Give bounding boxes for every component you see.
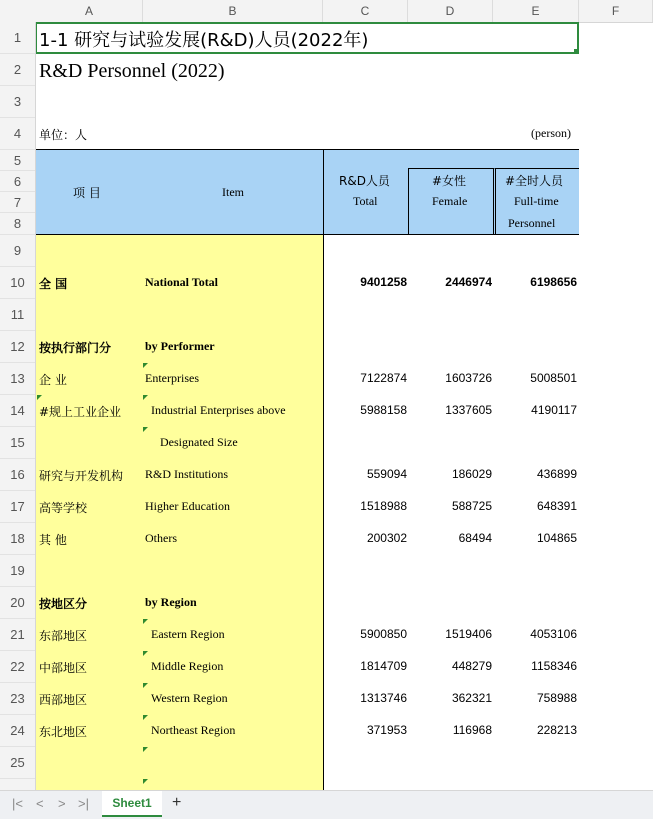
row-middle-en: Middle Region (151, 659, 224, 673)
row-industrial-fulltime: 4190117 (531, 403, 577, 417)
row-northeast-en: Northeast Region (151, 723, 236, 737)
row-header[interactable]: 8 (0, 213, 35, 235)
row-middle-cn: 中部地区 (39, 661, 88, 675)
header-fulltime-en: Full-time (514, 194, 559, 208)
row-western-total: 1313746 (360, 691, 407, 705)
row-higher-ed-cn: 高等学校 (39, 501, 88, 515)
row-enterprises-en: Enterprises (145, 371, 199, 385)
row-western-cn: 西部地区 (39, 693, 88, 707)
row-national-en: National Total (145, 275, 219, 289)
error-indicator (143, 779, 148, 784)
section-performer-en: by Performer (145, 339, 215, 353)
row-industrial-cn: #规上工业企业 (39, 405, 122, 419)
header-fulltime-cn: #全时人员 (505, 174, 564, 188)
row-industrial-en-cont: Designated Size (160, 435, 238, 449)
row-header[interactable]: 20 (0, 587, 35, 619)
row-header[interactable]: 23 (0, 683, 35, 715)
row-national-cn: 全 国 (39, 277, 68, 291)
row-higher-ed-total: 1518988 (360, 499, 407, 513)
row-western-fulltime: 758988 (536, 691, 577, 705)
row-industrial-female: 1337605 (445, 403, 492, 417)
row-header[interactable]: 11 (0, 299, 35, 331)
header-bottom-border (36, 234, 579, 235)
row-others-total: 200302 (366, 531, 407, 545)
column-header-D[interactable]: D (408, 0, 493, 22)
row-header[interactable]: 18 (0, 523, 35, 555)
row-institutions-fulltime: 436899 (536, 467, 577, 481)
header-total-cn: R&D人员 (339, 174, 390, 188)
row-higher-ed-fulltime: 648391 (536, 499, 577, 513)
row-header[interactable]: 25 (0, 747, 35, 779)
title-chinese: 1-1 研究与试验发展(R&D)人员(2022年) (39, 30, 369, 51)
unit-english: (person) (531, 126, 571, 140)
error-indicator (143, 747, 148, 752)
row-header[interactable]: 10 (0, 267, 35, 299)
row-higher-ed-female: 588725 (451, 499, 492, 513)
row-eastern-cn: 东部地区 (39, 629, 88, 643)
header-top-border (36, 149, 579, 150)
row-others-female: 68494 (458, 531, 492, 545)
column-header-E[interactable]: E (493, 0, 579, 22)
column-header-B[interactable]: B (143, 0, 323, 22)
row-eastern-en: Eastern Region (151, 627, 225, 641)
error-indicator (143, 683, 148, 688)
column-header-A[interactable]: A (36, 0, 143, 22)
row-header[interactable]: 2 (0, 54, 35, 86)
row-header[interactable]: 17 (0, 491, 35, 523)
row-northeast-cn: 东北地区 (39, 725, 88, 739)
row-eastern-total: 5900850 (360, 627, 407, 641)
row-national-total: 9401258 (360, 275, 407, 289)
row-higher-ed-en: Higher Education (145, 499, 230, 513)
header-fulltime-en2: Personnel (508, 216, 556, 230)
row-enterprises-female: 1603726 (445, 371, 492, 385)
row-header[interactable]: 21 (0, 619, 35, 651)
unit-chinese: 单位：人 (39, 128, 88, 142)
sheet-tab-bar (0, 790, 653, 819)
row-others-en: Others (145, 531, 177, 545)
row-enterprises-total: 7122874 (360, 371, 407, 385)
row-header[interactable]: 14 (0, 395, 35, 427)
row-national-female: 2446974 (445, 275, 492, 289)
prev-sheet-icon[interactable]: < (36, 796, 44, 811)
row-header[interactable]: 7 (0, 192, 35, 213)
row-header[interactable]: 9 (0, 235, 35, 267)
row-header-bar (0, 22, 36, 790)
column-header-F[interactable]: F (579, 0, 653, 22)
row-northeast-female: 116968 (452, 723, 492, 737)
first-sheet-icon[interactable]: |< (12, 796, 23, 811)
next-sheet-icon[interactable]: > (58, 796, 66, 811)
add-sheet-icon[interactable]: + (172, 794, 182, 811)
select-all-corner[interactable] (0, 0, 35, 22)
row-header[interactable]: 4 (0, 118, 35, 150)
header-total-en: Total (353, 194, 378, 208)
row-header[interactable]: 15 (0, 427, 35, 459)
row-institutions-total: 559094 (366, 467, 407, 481)
row-industrial-en: Industrial Enterprises above (151, 403, 286, 417)
header-female-en: Female (432, 194, 468, 208)
header-female-cn: #女性 (432, 174, 467, 188)
row-others-cn: 其 他 (39, 533, 67, 547)
row-header[interactable]: 22 (0, 651, 35, 683)
row-enterprises-cn: 企 业 (39, 373, 67, 387)
error-indicator (143, 651, 148, 656)
row-header[interactable]: 24 (0, 715, 35, 747)
row-institutions-cn: 研究与开发机构 (39, 469, 124, 483)
section-region-en: by Region (145, 595, 197, 609)
row-header[interactable]: 13 (0, 363, 35, 395)
row-header[interactable]: 12 (0, 331, 35, 363)
row-header[interactable]: 16 (0, 459, 35, 491)
error-indicator (143, 395, 148, 400)
row-institutions-female: 186029 (451, 467, 492, 481)
row-eastern-female: 1519406 (445, 627, 492, 641)
row-middle-total: 1814709 (360, 659, 407, 673)
row-header[interactable]: 3 (0, 86, 35, 118)
error-indicator (143, 715, 148, 720)
section-performer-cn: 按执行部门分 (39, 341, 112, 355)
error-indicator (143, 619, 148, 624)
fill-handle[interactable] (574, 49, 579, 54)
row-institutions-en: R&D Institutions (145, 467, 229, 481)
row-middle-fulltime: 1158346 (531, 659, 577, 673)
row-western-female: 362321 (451, 691, 492, 705)
row-header[interactable]: 5 (0, 150, 35, 171)
row-industrial-total: 5988158 (360, 403, 407, 417)
row-western-en: Western Region (151, 691, 228, 705)
row-header[interactable]: 6 (0, 171, 35, 192)
column-header-C[interactable]: C (323, 0, 408, 22)
row-enterprises-fulltime: 5008501 (530, 371, 577, 385)
row-header[interactable]: 19 (0, 555, 35, 587)
row-middle-female: 448279 (451, 659, 492, 673)
column-header-bar (0, 0, 653, 23)
row-national-fulltime: 6198656 (530, 275, 577, 289)
row-header[interactable]: 1 (0, 22, 35, 54)
header-item-en: Item (222, 185, 244, 199)
row-others-fulltime: 104865 (536, 531, 577, 545)
row-northeast-total: 371953 (366, 723, 407, 737)
row-eastern-fulltime: 4053106 (530, 627, 577, 641)
section-region-cn: 按地区分 (39, 597, 88, 611)
header-item-cn: 项 目 (73, 186, 101, 200)
title-english: R&D Personnel (2022) (39, 60, 225, 82)
worksheet-grid[interactable] (36, 22, 653, 790)
row-northeast-fulltime: 228213 (536, 723, 577, 737)
last-sheet-icon[interactable]: >| (78, 796, 89, 811)
error-indicator (37, 395, 42, 400)
error-indicator (143, 427, 148, 432)
sheet-tab-sheet1[interactable]: Sheet1 (102, 791, 162, 817)
error-indicator (143, 363, 148, 368)
